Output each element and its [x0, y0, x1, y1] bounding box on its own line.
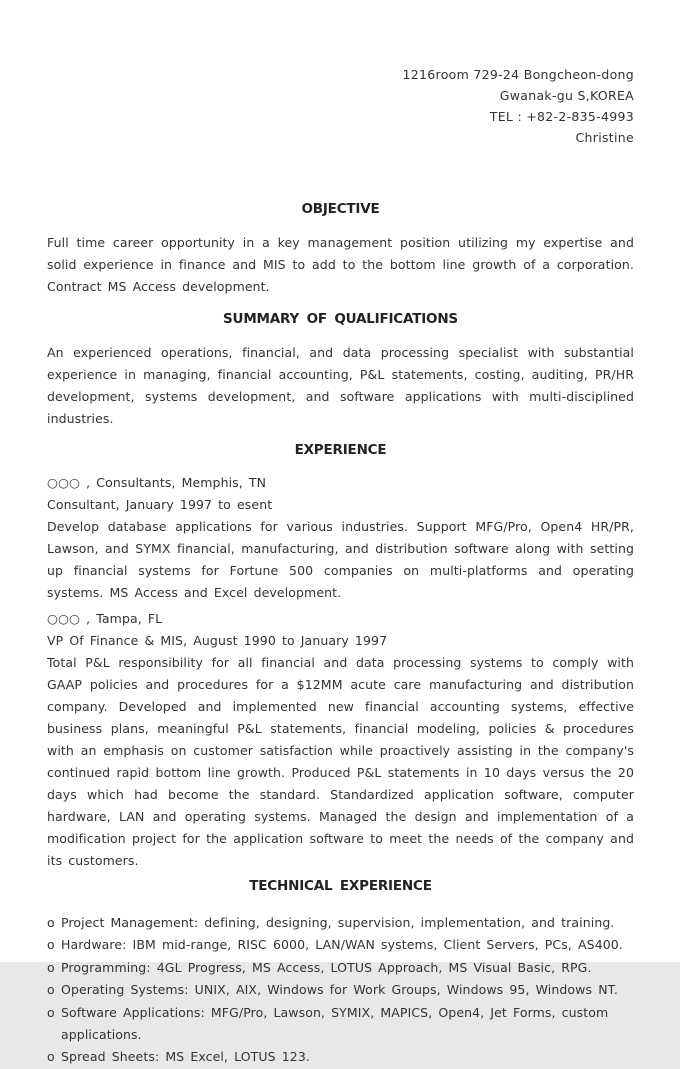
bullet-marker: o [47, 959, 55, 975]
skill-software-applications: Software Applications: MFG/Pro, Lawson, SYMIX, MAPICS, Open4, Jet Forms, custom applications. [61, 1004, 609, 1043]
summary-paragraph: An experienced operations, financial, and data processing specialist with substantial experience in managing, financial accounting, P&L statements, costing, auditing, PR/HR development, systems development, and software applications with multi-disciplined industries. [47, 345, 634, 426]
section-heading-objective: OBJECTIVE [301, 201, 380, 217]
skill-project-management: Project Management: defining, designing, supervision, implementation, and training. [61, 915, 615, 930]
bullet-marker: o [47, 1004, 55, 1020]
contact-address-line-1: 1216room 729-24 Bongcheon-dong [402, 67, 634, 82]
job-description: Develop database applications for various industries. Support MFG/Pro, Open4 HR/PR, Lawson, and SYMX financial, manufacturing, and distribution software along with setting up financial systems for Fortune 500 companies on multi-platforms and operating systems. MS Access and Excel development. [47, 519, 634, 600]
contact-address-line-2: Gwanak-gu S,KOREA [499, 88, 634, 103]
bullet-marker: o [47, 982, 55, 998]
technical-skills-list [47, 912, 634, 1069]
skill-hardware: Hardware: IBM mid-range, RISC 6000, LAN/WAN systems, Client Servers, PCs, AS400. [61, 937, 623, 953]
objective-paragraph: Full time career opportunity in a key management position utilizing my expertise and solid experience in finance and MIS to add to the bottom line growth of a corporation. Contract MS Access development. [47, 235, 634, 294]
contact-phone: TEL : +82-2-835-4993 [489, 109, 634, 124]
section-heading-summary: SUMMARY OF QUALIFICATIONS [223, 311, 458, 327]
list-item [47, 957, 634, 979]
bullet-marker: o [47, 937, 55, 953]
job-company-line: ○○○ , Consultants, Memphis, TN [47, 475, 267, 490]
list-item [47, 1046, 634, 1068]
contact-block [47, 64, 634, 148]
job-company-line: ○○○ , Tampa, FL [47, 611, 163, 626]
job-title-line: Consultant, January 1997 to esent [47, 497, 273, 512]
job-entry-tampa [47, 608, 634, 872]
job-description: Total P&L responsibility for all financial and data processing systems to comply with GAAP policies and procedures for a $12MM acute care manufacturing and distribution company. Developed and implemented new financial accounting systems, effective business plans, meaningful P&L statements, financial modeling, policies & procedures with an emphasis on customer satisfaction while proactively assisting in the company's continued rapid bottom line growth. Produced P&L statements in 10 days versus the 20 days which had become the standard. Standardized application software, computer hardware, LAN and operating systems. Managed the design and implementation of a modification project for the application software to meet the needs of the company and its customers. [47, 655, 634, 868]
contact-name: Christine [575, 130, 634, 145]
job-entry-consultants [47, 472, 634, 604]
list-item [47, 979, 634, 1001]
job-title-line: VP Of Finance & MIS, August 1990 to January 1997 [47, 633, 388, 648]
skill-spreadsheets: Spread Sheets: MS Excel, LOTUS 123. [61, 1049, 310, 1065]
skill-operating-systems: Operating Systems: UNIX, AIX, Windows for Work Groups, Windows 95, Windows NT. [61, 982, 618, 998]
section-heading-experience: EXPERIENCE [294, 442, 387, 458]
list-item [47, 934, 634, 956]
skill-programming: Programming: 4GL Progress, MS Access, LOTUS Approach, MS Visual Basic, RPG. [61, 959, 592, 975]
bullet-marker: o [47, 915, 55, 930]
list-item [47, 1002, 634, 1047]
bullet-marker: o [47, 1049, 55, 1065]
section-heading-technical-experience: TECHNICAL EXPERIENCE [249, 878, 432, 894]
list-item [47, 912, 634, 934]
